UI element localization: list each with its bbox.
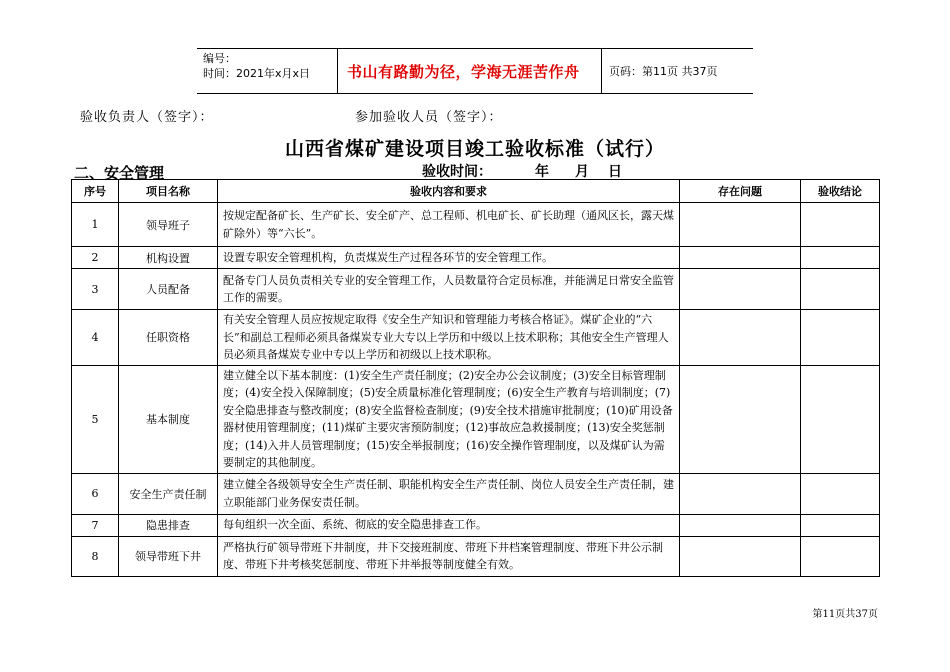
row-issue[interactable]: [680, 365, 801, 473]
row-conclusion[interactable]: [801, 365, 880, 473]
row-conclusion[interactable]: [801, 310, 880, 366]
row-conclusion[interactable]: [801, 473, 880, 514]
row-issue[interactable]: [680, 536, 801, 576]
row-issue[interactable]: [680, 269, 801, 310]
row-name: 任职资格: [119, 310, 218, 366]
col-header-no: 序号: [72, 180, 119, 203]
header-divider: [337, 49, 338, 93]
page-footer: 第11页共37页: [812, 609, 878, 620]
row-content: 有关安全管理人员应按规定取得《安全生产知识和管理能力考核合格证》。煤矿企业的“六长”和副总工程师必须具备煤炭专业大专以上学历和中级以上技术职称；其他安全生产管理人员必须具备煤炭专业中专以上学历和初级以上技术职称。: [218, 310, 680, 366]
row-issue[interactable]: [680, 310, 801, 366]
table-row: [72, 514, 880, 536]
header-page-number: 页码：第11页 共37页: [609, 65, 718, 78]
acceptance-year-label: 年: [535, 164, 549, 180]
table-row: [72, 247, 880, 269]
row-name: 领导带班下井: [119, 536, 218, 576]
row-name: 人员配备: [119, 269, 218, 310]
table-row: [72, 536, 880, 576]
acceptance-month-label: 月: [575, 164, 589, 180]
row-content: 按规定配备矿长、生产矿长、安全矿产、总工程师、机电矿长、矿长助理（通风区长，露天煤矿除外）等“六长”。: [218, 203, 680, 247]
section-heading: 二、安全管理: [74, 164, 165, 182]
row-no: 4: [72, 310, 119, 366]
col-header-issue: 存在问题: [680, 180, 801, 203]
row-content: 严格执行矿领导带班下井制度，井下交接班制度、带班下井档案管理制度、带班下井公示制度、带班下井考核奖惩制度、带班下井举报等制度健全有效。: [218, 536, 680, 576]
row-conclusion[interactable]: [801, 203, 880, 247]
date-label: 时间：2021年x月x日: [203, 67, 311, 80]
row-no: 1: [72, 203, 119, 247]
row-issue[interactable]: [680, 514, 801, 536]
row-conclusion[interactable]: [801, 269, 880, 310]
row-content: 设置专职安全管理机构，负责煤炭生产过程各环节的安全管理工作。: [218, 247, 680, 269]
table-row: [72, 269, 880, 310]
inspector-signature-label: 验收负责人（签字）：: [80, 110, 214, 125]
row-no: 3: [72, 269, 119, 310]
code-label: 编号：: [203, 52, 236, 65]
col-header-content: 验收内容和要求: [218, 180, 680, 203]
row-no: 5: [72, 365, 119, 473]
row-name: 安全生产责任制: [119, 473, 218, 514]
row-no: 7: [72, 514, 119, 536]
col-header-conclusion: 验收结论: [801, 180, 880, 203]
header-motto: 书山有路勤为径，学海无涯苦作舟: [347, 63, 580, 81]
table-header-row: [72, 180, 880, 203]
row-conclusion[interactable]: [801, 536, 880, 576]
row-name: 机构设置: [119, 247, 218, 269]
row-name: 领导班子: [119, 203, 218, 247]
row-no: 6: [72, 473, 119, 514]
acceptance-table: [71, 179, 880, 577]
row-content: 建立健全各级领导安全生产责任制、职能机构安全生产责任制、岗位人员安全生产责任制，建立职能部门业务保安责任制。: [218, 473, 680, 514]
table-row: [72, 310, 880, 366]
row-issue[interactable]: [680, 203, 801, 247]
row-conclusion[interactable]: [801, 514, 880, 536]
header-divider: [601, 49, 602, 93]
col-header-name: 项目名称: [119, 180, 218, 203]
row-content: 每旬组织一次全面、系统、彻底的安全隐患排查工作。: [218, 514, 680, 536]
row-name: 基本制度: [119, 365, 218, 473]
row-name: 隐患排查: [119, 514, 218, 536]
row-content: 建立健全以下基本制度：(1)安全生产责任制度；(2)安全办公会议制度；(3)安全目标管理制度；(4)安全投入保障制度；(5)安全质量标准化管理制度；(6)安全生产教育与培训制度；(7)安全隐患排查与整改制度；(8)安全监督检查制度；(9)安全技术措施审批制度；(10)矿用设备器材使用管理制度；(11)煤矿主要灾害预防制度；(12)事故应急救援制度；(13)安全奖惩制度；(14)入井人员管理制度；(15)安全举报制度；(16)安全操作管理制度，以及煤矿认为需要制定的其他制度。: [218, 365, 680, 473]
table-row: [72, 473, 880, 514]
row-no: 2: [72, 247, 119, 269]
page-header: [197, 48, 753, 94]
document-title: 山西省煤矿建设项目竣工验收标准（试行）: [284, 138, 665, 160]
row-issue[interactable]: [680, 473, 801, 514]
row-content: 配备专门人员负责相关专业的安全管理工作，人员数量符合定员标准，并能满足日常安全监管工作的需要。: [218, 269, 680, 310]
table-row: [72, 365, 880, 473]
table-row: [72, 203, 880, 247]
acceptance-day-label: 日: [608, 164, 622, 180]
row-issue[interactable]: [680, 247, 801, 269]
row-no: 8: [72, 536, 119, 576]
row-conclusion[interactable]: [801, 247, 880, 269]
participants-signature-label: 参加验收人员（签字）：: [355, 110, 503, 125]
header-meta: [203, 51, 310, 81]
acceptance-time-label: 验收时间：: [422, 164, 492, 180]
